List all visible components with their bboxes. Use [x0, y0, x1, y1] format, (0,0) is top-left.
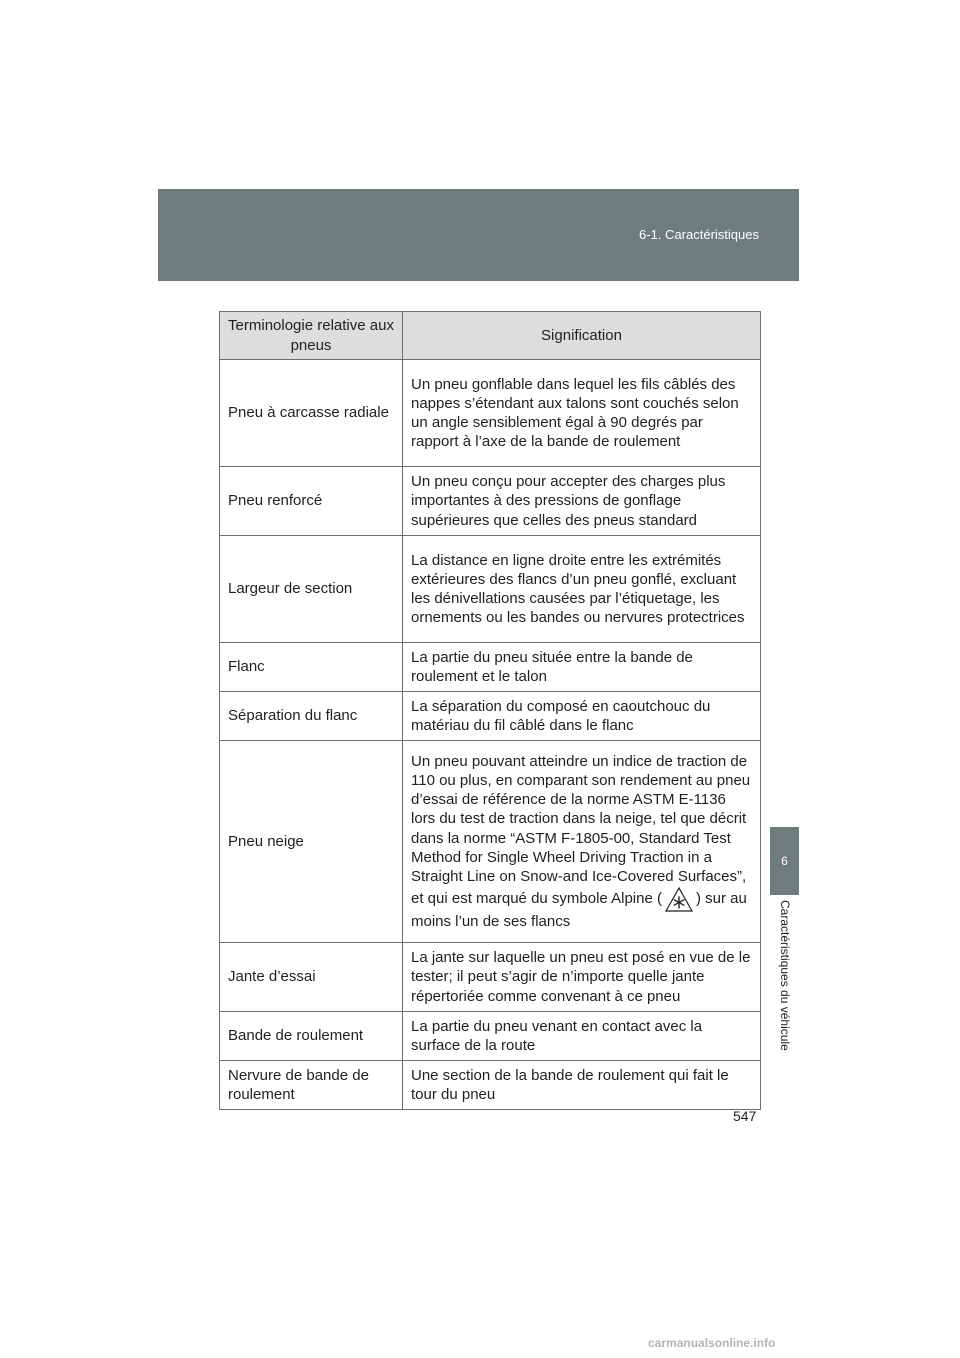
table-row — [220, 692, 761, 741]
table-header-row — [220, 312, 761, 360]
meaning-cell: Une section de la bande de roulement qui fait le tour du pneu — [403, 1061, 761, 1110]
chapter-title-vertical: Caractéristiques du véhicule — [778, 900, 792, 1051]
alpine-mountain-snowflake-icon — [664, 886, 694, 912]
column-header-term: Terminologie relative aux pneus — [220, 312, 403, 360]
table-row — [220, 360, 761, 467]
term-cell: Pneu renforcé — [220, 467, 403, 536]
snow-tire-definition-end: ) sur au moins l’un de ses flancs — [411, 890, 747, 931]
table-row — [220, 536, 761, 643]
table-row — [220, 643, 761, 692]
table-row — [220, 741, 761, 943]
meaning-cell — [403, 741, 761, 943]
meaning-cell: La partie du pneu venant en contact avec la surface de la route — [403, 1012, 761, 1061]
term-cell: Pneu neige — [220, 741, 403, 943]
meaning-cell: La partie du pneu située entre la bande de roulement et le talon — [403, 643, 761, 692]
page-number: 547 — [733, 1108, 757, 1124]
term-cell: Séparation du flanc — [220, 692, 403, 741]
meaning-cell: La séparation du composé en caoutchouc du matériau du fil câblé dans le flanc — [403, 692, 761, 741]
section-title: 6-1. Caractéristiques — [639, 227, 759, 242]
table-row — [220, 467, 761, 536]
chapter-header-band — [158, 189, 799, 281]
watermark: carmanualsonline.info — [648, 1336, 776, 1350]
column-header-meaning: Signification — [403, 312, 761, 360]
tire-terminology-table — [219, 311, 761, 1110]
snow-tire-definition-text: Un pneu pouvant atteindre un indice de traction de 110 ou plus, en comparant son rendement au pneu d’essai de référence de la norme ASTM E-1136 lors du test de traction dans la neige, tel que décrit dans la norme “ASTM F-1805-00, Standard Test Method for Single Wheel Driving Traction in a Straight Line on Snow-and Ice-Covered Surfaces”, et qui est marqué du symbole Alpine ( — [411, 752, 751, 908]
meaning-cell: Un pneu gonflable dans lequel les fils câblés des nappes s’étendant aux talons sont couchés selon un angle sensiblement égal à 90 degrés par rapport à l’axe de la bande de roulement — [403, 360, 761, 467]
chapter-number-tab: 6 — [770, 827, 799, 895]
term-cell: Nervure de bande de roulement — [220, 1061, 403, 1110]
meaning-cell: La distance en ligne droite entre les extrémités extérieures des flancs d’un pneu gonflé, excluant les dénivellations causées par l’étiquetage, les ornements ou les bandes ou nervures protectrices — [403, 536, 761, 643]
meaning-cell: Un pneu conçu pour accepter des charges plus importantes à des pressions de gonflage supérieures que celles des pneus standard — [403, 467, 761, 536]
table-row — [220, 943, 761, 1012]
term-cell: Largeur de section — [220, 536, 403, 643]
term-cell: Jante d’essai — [220, 943, 403, 1012]
term-cell: Bande de roulement — [220, 1012, 403, 1061]
meaning-cell: La jante sur laquelle un pneu est posé en vue de le tester; il peut s’agir de n’importe quelle jante répertoriée comme convenant à ce pneu — [403, 943, 761, 1012]
table-row — [220, 1012, 761, 1061]
term-cell: Pneu à carcasse radiale — [220, 360, 403, 467]
term-cell: Flanc — [220, 643, 403, 692]
table-row — [220, 1061, 761, 1110]
